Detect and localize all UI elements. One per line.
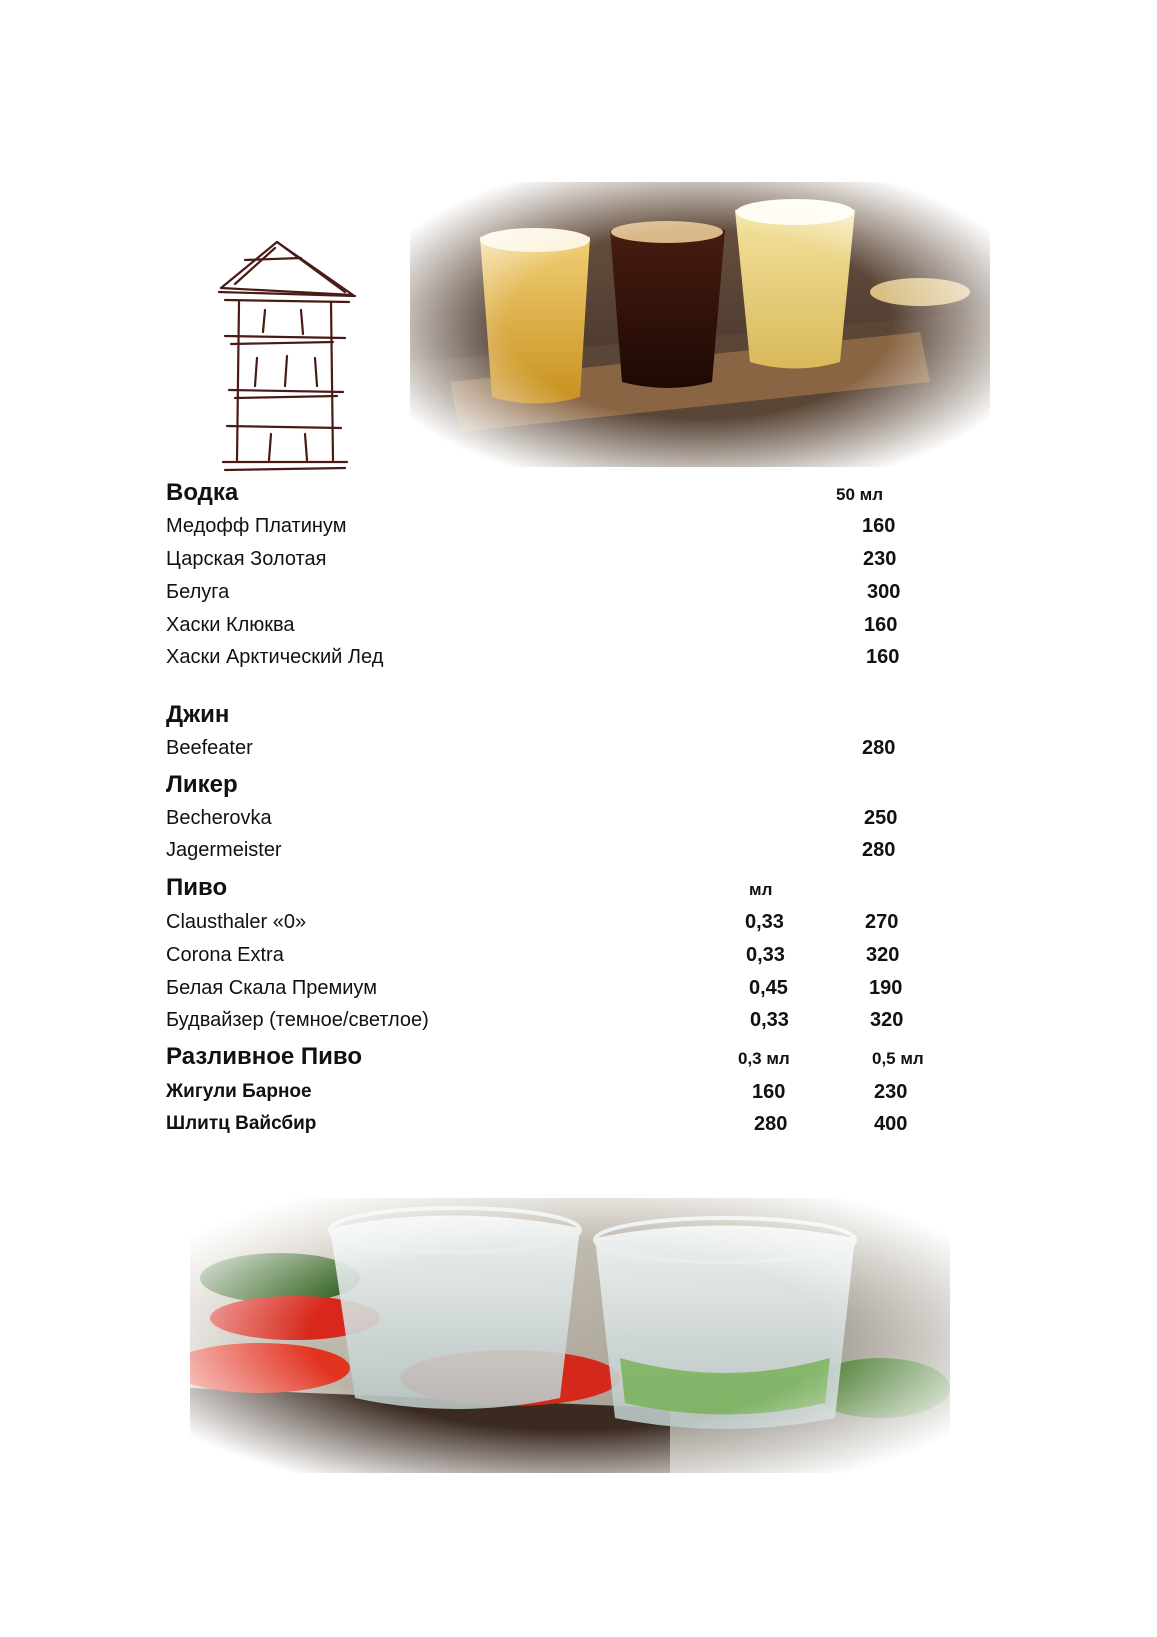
menu-item-price-small: 160 (752, 1081, 786, 1103)
menu-item-name: Хаски Клюква (166, 614, 295, 636)
menu-item-name: Белая Скала Премиум (166, 977, 377, 999)
menu-item-name: Clausthaler «0» (166, 911, 307, 933)
menu-item-name: Царская Золотая (166, 548, 327, 570)
menu-item-name: Corona Extra (166, 944, 284, 966)
menu-item-price: 320 (870, 1009, 904, 1031)
menu-item-price: 160 (862, 515, 896, 537)
section-title-liqueur: Ликер (166, 771, 238, 798)
menu-item-name: Жигули Барное (166, 1081, 312, 1102)
menu-item-name: Хаски Арктический Лед (166, 646, 384, 668)
beer-flight-photo (410, 182, 990, 467)
menu-item-price: 300 (867, 581, 901, 603)
menu-item-volume: 0,33 (745, 911, 784, 933)
section-title-beer: Пиво (166, 874, 228, 901)
menu-item-price: 320 (866, 944, 900, 966)
menu-item-name: Медофф Платинум (166, 515, 347, 537)
tower-sketch-logo (205, 240, 375, 480)
beer-unit: мл (749, 880, 773, 899)
vodka-unit: 50 мл (836, 485, 884, 504)
section-title-gin: Джин (166, 701, 230, 728)
menu-item-price: 230 (863, 548, 897, 570)
menu-item-price-large: 400 (874, 1113, 908, 1135)
menu-item-price: 280 (862, 737, 896, 759)
menu-item-price-large: 230 (874, 1081, 908, 1103)
menu-item-price: 270 (865, 911, 899, 933)
menu-item-volume: 0,33 (750, 1009, 789, 1031)
menu-item-name: Белуга (166, 581, 230, 603)
menu-item-name: Becherovka (166, 807, 272, 829)
section-title-draft-beer: Разливное Пиво (166, 1043, 362, 1070)
menu-item-volume: 0,33 (746, 944, 785, 966)
menu-item-name: Шлитц Вайсбир (166, 1113, 317, 1134)
menu-item-volume: 0,45 (749, 977, 788, 999)
draft-unit-large: 0,5 мл (872, 1049, 924, 1068)
menu-item-price: 160 (866, 646, 900, 668)
menu-item-name: Будвайзер (темное/светлое) (166, 1009, 429, 1031)
menu-item-price: 280 (862, 839, 896, 861)
menu-item-name: Beefeater (166, 737, 253, 759)
vodka-shots-caviar-photo (190, 1198, 950, 1473)
section-title-vodka: Водка (166, 479, 239, 506)
menu-item-name: Jagermeister (166, 839, 282, 861)
menu-item-price: 160 (864, 614, 898, 636)
menu-item-price: 190 (869, 977, 903, 999)
menu-item-price: 250 (864, 807, 898, 829)
menu-item-price-small: 280 (754, 1113, 788, 1135)
draft-unit-small: 0,3 мл (738, 1049, 790, 1068)
